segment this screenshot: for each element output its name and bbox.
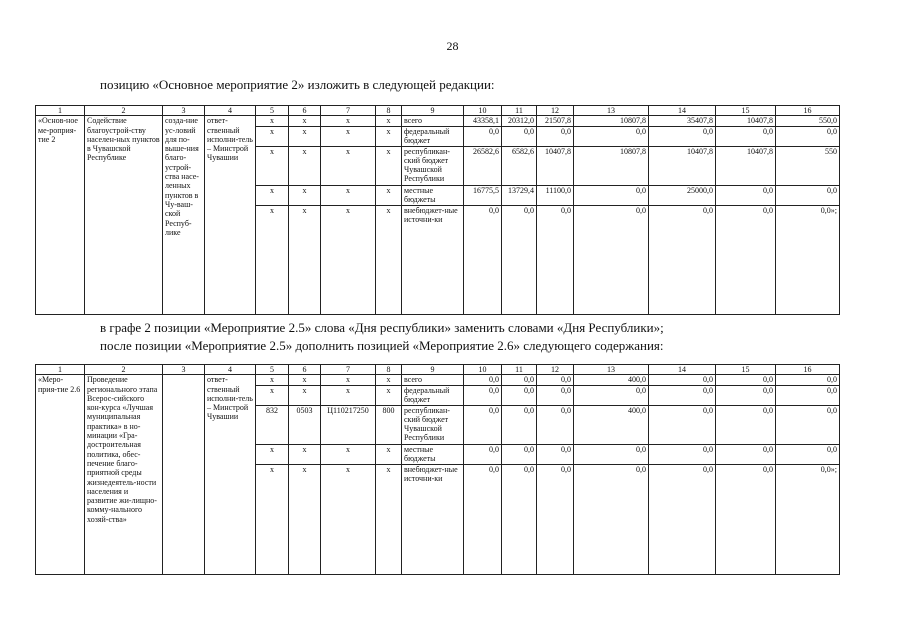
- cell-col-11: 13729,4: [502, 185, 537, 205]
- cell-col-5: х: [256, 385, 289, 405]
- cell-col-10: 26582,6: [464, 146, 502, 185]
- cell-col-11: 0,0: [502, 444, 537, 464]
- cell-col-5: х: [256, 146, 289, 185]
- cell-col-12: 0,0: [537, 385, 574, 405]
- cell-col-5: х: [256, 444, 289, 464]
- cell-col-7: х: [321, 146, 376, 185]
- cell-col-6: х: [289, 116, 321, 126]
- cell-col-10: 0,0: [464, 126, 502, 146]
- intro-paragraph-1: позицию «Основное мероприятие 2» изложить в следующей редакции:: [100, 77, 495, 92]
- cell-col-14: 35407,8: [649, 116, 716, 126]
- cell-col-13: 0,0: [574, 205, 649, 314]
- cell-col-11: 20312,0: [502, 116, 537, 126]
- cell-col-11: 0,0: [502, 205, 537, 314]
- cell-col-11: 0,0: [502, 405, 537, 444]
- cell-col-9: республикан-ский бюджет Чувашской Республики: [402, 146, 464, 185]
- cell-col-10: 0,0: [464, 464, 502, 574]
- intro-paragraph-2: в графе 2 позиции «Мероприятие 2.5» слова «Дня республики» заменить словами «Дня Республики»;: [100, 320, 664, 335]
- cell-col-13: 0,0: [574, 385, 649, 405]
- cell-col-6: 0503: [289, 405, 321, 444]
- cell-col-10: 16775,5: [464, 185, 502, 205]
- cell-col-10: 43358,1: [464, 116, 502, 126]
- cell-col-8: х: [376, 146, 402, 185]
- cell-col-12: 0,0: [537, 205, 574, 314]
- cell-col-12: 0,0: [537, 405, 574, 444]
- cell-col-15: 10407,8: [716, 146, 776, 185]
- cell-col-6: х: [289, 375, 321, 385]
- cell-col-5: 832: [256, 405, 289, 444]
- page-number: 28: [446, 39, 459, 53]
- cell-col-7: х: [321, 205, 376, 314]
- column-header-10: 10: [464, 365, 502, 375]
- cell-col-14: 0,0: [649, 464, 716, 574]
- cell-col-12: 0,0: [537, 464, 574, 574]
- cell-col-10: 0,0: [464, 375, 502, 385]
- cell-col-13: 0,0: [574, 185, 649, 205]
- cell-col-1: «Меро-прия-тие 2.6: [36, 375, 85, 574]
- cell-col-7: х: [321, 116, 376, 126]
- column-header-4: 4: [205, 106, 256, 116]
- cell-col-12: 10407,8: [537, 146, 574, 185]
- table-main-activity-2: [35, 105, 840, 315]
- cell-col-15: 0,0: [716, 126, 776, 146]
- cell-col-5: х: [256, 205, 289, 314]
- column-header-7: 7: [321, 365, 376, 375]
- cell-col-9: республикан-ский бюджет Чувашской Республики: [402, 405, 464, 444]
- cell-col-8: х: [376, 375, 402, 385]
- cell-col-3: [163, 375, 205, 574]
- cell-col-8: х: [376, 464, 402, 574]
- cell-col-16: 0,0: [776, 385, 840, 405]
- column-header-11: 11: [502, 365, 537, 375]
- cell-col-11: 6582,6: [502, 146, 537, 185]
- cell-col-7: х: [321, 444, 376, 464]
- cell-col-8: х: [376, 126, 402, 146]
- cell-col-12: 0,0: [537, 375, 574, 385]
- cell-col-12: 0,0: [537, 126, 574, 146]
- cell-col-14: 25000,0: [649, 185, 716, 205]
- cell-col-10: 0,0: [464, 205, 502, 314]
- cell-col-7: х: [321, 464, 376, 574]
- cell-col-2: Проведение регионального этапа Всерос-сийского кон-курса «Лучшая муниципальная практика» в но-минации «Гра-достроительная политика, обес-печение благо-приятной среды жизнедеятель-ности населения и развитие жи-лищно-комму-нального хозяй-ства»: [85, 375, 163, 574]
- cell-col-5: х: [256, 375, 289, 385]
- cell-col-13: 400,0: [574, 375, 649, 385]
- cell-col-14: 0,0: [649, 205, 716, 314]
- column-header-5: 5: [256, 106, 289, 116]
- column-header-5: 5: [256, 365, 289, 375]
- column-header-9: 9: [402, 106, 464, 116]
- cell-col-15: 0,0: [716, 375, 776, 385]
- cell-col-14: 0,0: [649, 375, 716, 385]
- table-header-row: [36, 106, 840, 116]
- cell-col-15: 0,0: [716, 385, 776, 405]
- cell-col-15: 0,0: [716, 205, 776, 314]
- cell-col-12: 21507,8: [537, 116, 574, 126]
- cell-col-8: х: [376, 116, 402, 126]
- cell-col-13: 0,0: [574, 126, 649, 146]
- cell-col-6: х: [289, 205, 321, 314]
- cell-col-16: 0,0: [776, 126, 840, 146]
- cell-col-15: 0,0: [716, 185, 776, 205]
- column-header-2: 2: [85, 106, 163, 116]
- column-header-1: 1: [36, 106, 85, 116]
- cell-col-16: 0,0»;: [776, 464, 840, 574]
- cell-col-6: х: [289, 185, 321, 205]
- column-header-15: 15: [716, 365, 776, 375]
- column-header-16: 16: [776, 106, 840, 116]
- cell-col-8: х: [376, 205, 402, 314]
- cell-col-9: внебюджет-ные источни-ки: [402, 464, 464, 574]
- cell-col-2: Содействие благоустрой-ству населен-ных пунктов в Чувашской Республике: [85, 116, 163, 314]
- column-header-16: 16: [776, 365, 840, 375]
- cell-col-14: 0,0: [649, 385, 716, 405]
- cell-col-14: 0,0: [649, 444, 716, 464]
- cell-col-7: х: [321, 185, 376, 205]
- cell-col-15: 0,0: [716, 464, 776, 574]
- table-header-row: [36, 365, 840, 375]
- cell-col-11: 0,0: [502, 375, 537, 385]
- cell-col-8: х: [376, 185, 402, 205]
- column-header-2: 2: [85, 365, 163, 375]
- cell-col-11: 0,0: [502, 126, 537, 146]
- cell-col-16: 0,0: [776, 185, 840, 205]
- cell-col-12: 11100,0: [537, 185, 574, 205]
- cell-col-15: 0,0: [716, 444, 776, 464]
- column-header-9: 9: [402, 365, 464, 375]
- cell-col-11: 0,0: [502, 464, 537, 574]
- cell-col-9: внебюджет-ные источни-ки: [402, 205, 464, 314]
- column-header-15: 15: [716, 106, 776, 116]
- cell-col-16: 550,0: [776, 116, 840, 126]
- cell-col-9: местные бюджеты: [402, 444, 464, 464]
- column-header-12: 12: [537, 365, 574, 375]
- cell-col-5: х: [256, 116, 289, 126]
- cell-col-6: х: [289, 464, 321, 574]
- cell-col-14: 0,0: [649, 405, 716, 444]
- column-header-7: 7: [321, 106, 376, 116]
- cell-col-15: 0,0: [716, 405, 776, 444]
- column-header-6: 6: [289, 365, 321, 375]
- cell-col-13: 10807,8: [574, 116, 649, 126]
- cell-col-14: 10407,8: [649, 146, 716, 185]
- cell-col-8: х: [376, 444, 402, 464]
- cell-col-6: х: [289, 146, 321, 185]
- column-header-10: 10: [464, 106, 502, 116]
- cell-col-10: 0,0: [464, 444, 502, 464]
- cell-col-5: х: [256, 126, 289, 146]
- cell-col-10: 0,0: [464, 405, 502, 444]
- column-header-14: 14: [649, 106, 716, 116]
- column-header-4: 4: [205, 365, 256, 375]
- intro-paragraph-3: после позиции «Мероприятие 2.5» дополнить позицией «Мероприятие 2.6» следующего содержания:: [100, 338, 664, 353]
- cell-col-5: х: [256, 185, 289, 205]
- cell-col-8: х: [376, 385, 402, 405]
- cell-col-4: ответ-ственный исполни-тель – Минстрой Чувашии: [205, 116, 256, 314]
- cell-col-8: 800: [376, 405, 402, 444]
- table-activity-2-6: [35, 364, 840, 575]
- cell-col-13: 0,0: [574, 464, 649, 574]
- cell-col-9: всего: [402, 116, 464, 126]
- column-header-8: 8: [376, 106, 402, 116]
- cell-col-16: 0,0»;: [776, 205, 840, 314]
- column-header-1: 1: [36, 365, 85, 375]
- cell-col-1: «Основ-ное ме-роприя-тие 2: [36, 116, 85, 314]
- cell-col-16: 0,0: [776, 405, 840, 444]
- cell-col-10: 0,0: [464, 385, 502, 405]
- cell-col-7: х: [321, 375, 376, 385]
- cell-col-11: 0,0: [502, 385, 537, 405]
- cell-col-7: х: [321, 126, 376, 146]
- cell-col-6: х: [289, 385, 321, 405]
- cell-col-3: созда-ние ус-ловий для по-выше-ния благо-устрой-ства насе-ленных пунктов в Чу-ваш-ской Респуб-лике: [163, 116, 205, 314]
- cell-col-7: Ц110217250: [321, 405, 376, 444]
- cell-col-16: 550: [776, 146, 840, 185]
- column-header-6: 6: [289, 106, 321, 116]
- column-header-8: 8: [376, 365, 402, 375]
- table-row: [36, 375, 840, 385]
- column-header-11: 11: [502, 106, 537, 116]
- column-header-3: 3: [163, 106, 205, 116]
- column-header-3: 3: [163, 365, 205, 375]
- cell-col-16: 0,0: [776, 375, 840, 385]
- cell-col-13: 10807,8: [574, 146, 649, 185]
- cell-col-13: 400,0: [574, 405, 649, 444]
- cell-col-4: ответ-ственный исполни-тель – Минстрой Чувашии: [205, 375, 256, 574]
- cell-col-6: х: [289, 444, 321, 464]
- cell-col-16: 0,0: [776, 444, 840, 464]
- column-header-12: 12: [537, 106, 574, 116]
- column-header-13: 13: [574, 365, 649, 375]
- cell-col-13: 0,0: [574, 444, 649, 464]
- cell-col-7: х: [321, 385, 376, 405]
- cell-col-6: х: [289, 126, 321, 146]
- cell-col-14: 0,0: [649, 126, 716, 146]
- cell-col-9: федеральный бюджет: [402, 385, 464, 405]
- cell-col-5: х: [256, 464, 289, 574]
- cell-col-9: местные бюджеты: [402, 185, 464, 205]
- cell-col-9: всего: [402, 375, 464, 385]
- cell-col-9: федеральный бюджет: [402, 126, 464, 146]
- column-header-14: 14: [649, 365, 716, 375]
- cell-col-15: 10407,8: [716, 116, 776, 126]
- column-header-13: 13: [574, 106, 649, 116]
- table-row: [36, 116, 840, 126]
- cell-col-12: 0,0: [537, 444, 574, 464]
